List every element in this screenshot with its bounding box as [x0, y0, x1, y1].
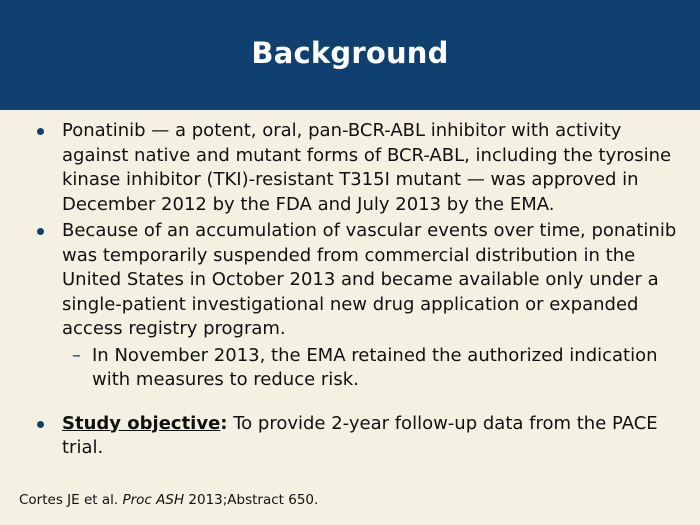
study-objective-colon: :: [220, 412, 228, 434]
slide-title: Background: [251, 36, 449, 70]
bullet-item-objective: [30, 412, 680, 461]
subbullet-text: In November 2013, the EMA retained the authorized indication with measures to reduce risk.: [92, 344, 658, 390]
bullet-dot-icon: [37, 421, 44, 428]
citation-authors: Cortes JE et al.: [19, 492, 119, 508]
dash-icon: –: [72, 344, 81, 366]
bullet-dot-icon: [37, 128, 44, 135]
subbullet-item-ema: [30, 344, 680, 393]
slide-header: [0, 0, 700, 110]
bullet-text: Because of an accumulation of vascular events over time, ponatinib was temporarily suspended from commercial distribution in the United States in October 2013 and became available only under a single-patient investigational new drug application or expanded access registry program.: [62, 220, 677, 339]
slide-body: [30, 119, 680, 461]
bullet-text: Ponatinib — a potent, oral, pan-BCR-ABL inhibitor with activity against native and mutant forms of BCR-ABL, including the tyrosine kinase inhibitor (TKI)-resistant T315I mutant — was approved in December 2012 by the FDA and July 2013 by the EMA.: [62, 120, 672, 215]
bullet-dot-icon: [37, 228, 44, 235]
citation-details: 2013;Abstract 650.: [188, 492, 319, 508]
citation-journal: Proc ASH: [122, 492, 185, 508]
bullet-item-suspension: [30, 219, 680, 342]
bullet-text: To provide 2-year follow-up data from the PACE trial.: [62, 412, 658, 458]
study-objective-label: Study objective: [62, 412, 221, 434]
bullet-item-approval: [30, 119, 680, 217]
citation: [19, 492, 318, 508]
